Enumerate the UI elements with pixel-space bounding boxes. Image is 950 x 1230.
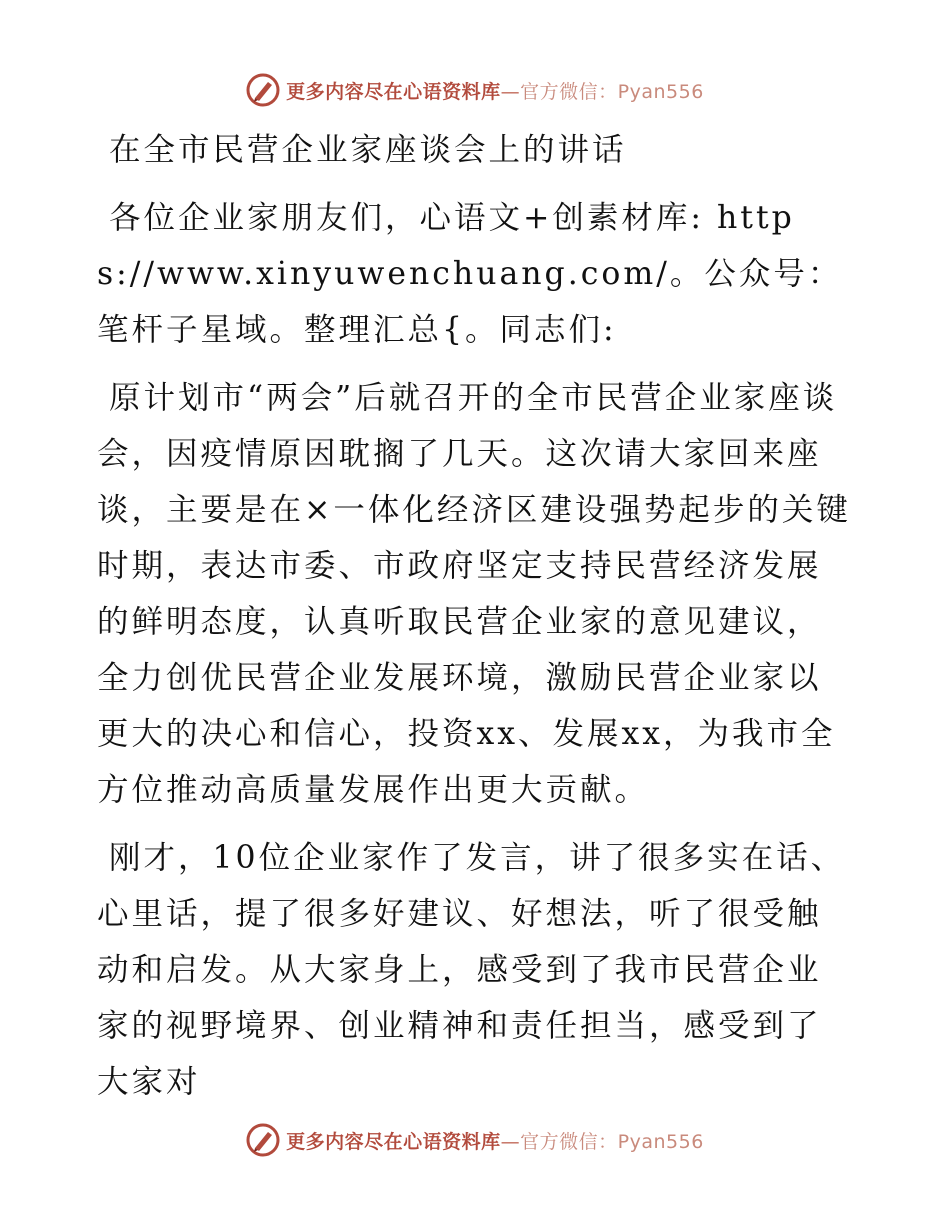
- banner-dash: —: [500, 80, 521, 103]
- paragraph-speeches: 刚才，10位企业家作了发言，讲了很多实在话、心里话，提了很多好建议、好想法，听了很受触动和启发。从大家身上，感受到了我市民营企业家的视野境界、创业精神和责任担当，感受到了大家对: [97, 840, 846, 1100]
- banner-main-text: 更多内容尽在心语资料库: [286, 80, 501, 103]
- document-title: 在全市民营企业家座谈会上的讲话: [109, 132, 627, 168]
- banner-text: [286, 1127, 704, 1154]
- banner-main-text: 更多内容尽在心语资料库: [286, 1130, 501, 1153]
- footer-watermark-banner: [0, 1120, 950, 1160]
- banner-dash: —: [500, 1130, 521, 1153]
- header-watermark-banner: [0, 70, 950, 110]
- document-body: [97, 122, 852, 1110]
- banner-text: [286, 77, 704, 104]
- paragraph-greeting: 各位企业家朋友们，心语文+创素材库: https://www.xinyuwenchuang.com/。公众号：笔杆子星域。整理汇总{。同志们:: [97, 200, 843, 348]
- pen-logo-icon: [246, 1123, 280, 1157]
- pen-logo-icon: [246, 73, 280, 107]
- banner-wechat-text: 官方微信：Pyan556: [520, 1130, 704, 1153]
- banner-wechat-text: 官方微信：Pyan556: [520, 80, 704, 103]
- paragraph-intro: 原计划市“两会”后就召开的全市民营企业家座谈会，因疫情原因耽搁了几天。这次请大家回来座谈，主要是在×一体化经济区建设强势起步的关键时期，表达市委、市政府坚定支持民营经济发展的鲜明态度，认真听取民营企业家的意见建议，全力创优民营企业发展环境，激励民营企业家以更大的决心和信心，投资xx、发展xx，为我市全方位推动高质量发展作出更大贡献。: [97, 380, 851, 808]
